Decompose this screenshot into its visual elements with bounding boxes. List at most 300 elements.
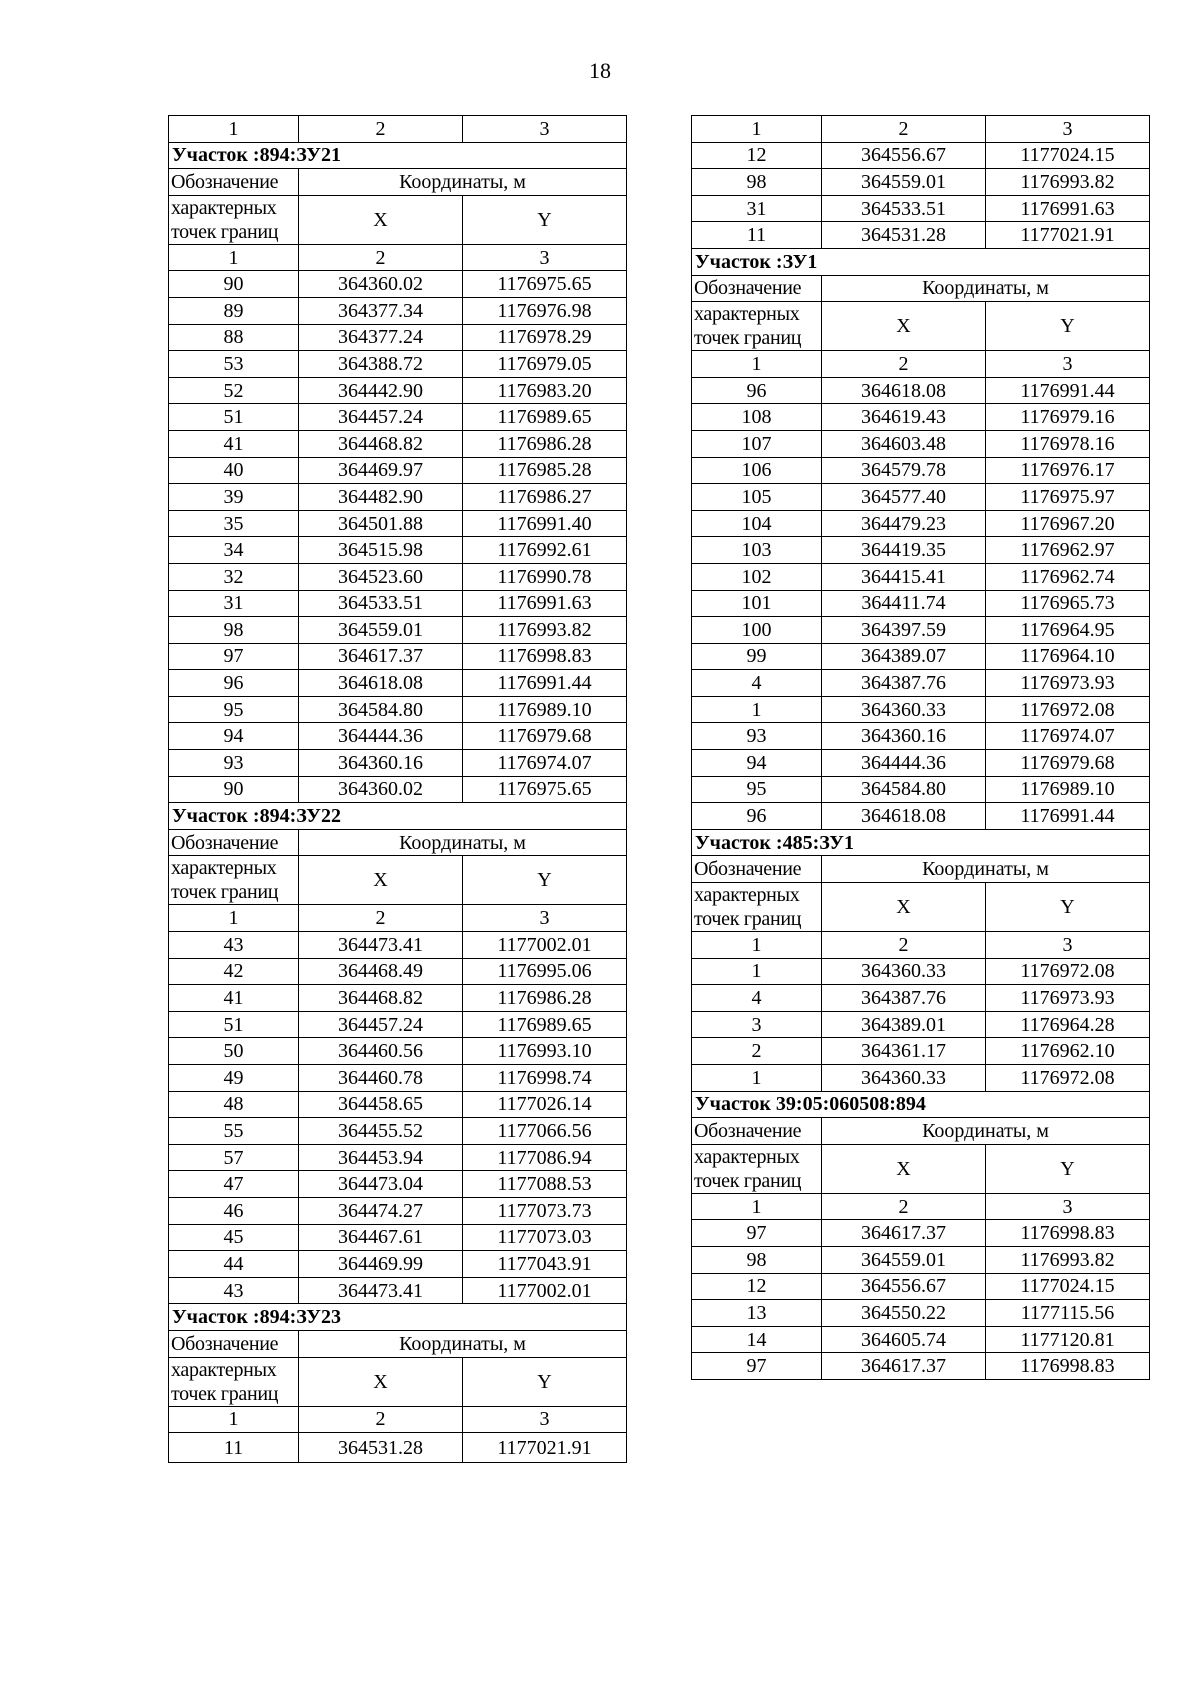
- column-number: 3: [986, 1193, 1150, 1220]
- table-row: [692, 643, 1150, 670]
- y-coordinate: 1176979.68: [986, 750, 1150, 777]
- point-number: 41: [169, 430, 299, 457]
- table-row: [169, 510, 627, 537]
- column-number: 2: [299, 116, 463, 143]
- point-number: 51: [169, 404, 299, 431]
- y-coordinate: 1176962.97: [986, 537, 1150, 564]
- y-coordinate: 1176976.17: [986, 457, 1150, 484]
- x-coordinate: 364455.52: [299, 1118, 463, 1145]
- section-title-row: [169, 803, 627, 830]
- table-row: [169, 1144, 627, 1171]
- table-row: [169, 1011, 627, 1038]
- x-coordinate: 364419.35: [822, 537, 986, 564]
- x-coordinate: 364618.08: [299, 670, 463, 697]
- y-coordinate: 1176989.10: [986, 776, 1150, 803]
- x-coordinate: 364584.80: [299, 696, 463, 723]
- column-number: 3: [986, 932, 1150, 959]
- y-coordinate: 1176991.63: [986, 195, 1150, 222]
- x-coordinate: 364467.61: [299, 1224, 463, 1251]
- y-coordinate: 1177066.56: [463, 1118, 627, 1145]
- x-coordinate: 364577.40: [822, 484, 986, 511]
- y-coordinate: 1176991.44: [986, 377, 1150, 404]
- point-label-line-3: точек границ: [694, 908, 802, 931]
- point-label-cell: [169, 856, 299, 905]
- point-number: 96: [692, 377, 822, 404]
- point-number: 49: [169, 1065, 299, 1092]
- column-number: 2: [299, 1406, 463, 1433]
- table-row: [169, 932, 627, 959]
- y-coordinate: 1176975.65: [463, 271, 627, 298]
- table-row: [692, 670, 1150, 697]
- x-coordinate: 364397.59: [822, 617, 986, 644]
- x-coordinate: 364387.76: [822, 670, 986, 697]
- table-row: [692, 537, 1150, 564]
- y-coordinate: 1176989.65: [463, 1011, 627, 1038]
- point-number: 98: [169, 617, 299, 644]
- table-row: [692, 723, 1150, 750]
- column-number: 1: [692, 116, 822, 143]
- table-row: [169, 484, 627, 511]
- point-label-cell: [692, 883, 822, 932]
- table-row: [169, 297, 627, 324]
- table-row: [169, 563, 627, 590]
- y-coordinate: 1176991.40: [463, 510, 627, 537]
- table-row: [692, 169, 1150, 196]
- table-row: [169, 1197, 627, 1224]
- x-coordinate: 364605.74: [822, 1326, 986, 1353]
- x-coordinate: 364523.60: [299, 563, 463, 590]
- point-label-line-1: Обозначение: [692, 856, 822, 883]
- section-title: Участок :ЗУ1: [692, 248, 1150, 275]
- point-label-cell: [692, 1144, 822, 1193]
- column-number: 3: [463, 244, 627, 271]
- y-coordinate: 1176964.95: [986, 617, 1150, 644]
- point-number: 12: [692, 1273, 822, 1300]
- y-coordinate: 1176976.98: [463, 297, 627, 324]
- point-number: 1: [692, 1065, 822, 1092]
- column-label-row: [169, 169, 627, 196]
- point-number: 96: [692, 803, 822, 830]
- point-number: 97: [692, 1220, 822, 1247]
- point-label-line-1: Обозначение: [692, 275, 822, 302]
- y-coordinate: 1176964.10: [986, 643, 1150, 670]
- x-coordinate: 364533.51: [822, 195, 986, 222]
- x-coordinate: 364556.67: [822, 1273, 986, 1300]
- header-row: [169, 116, 627, 143]
- y-coordinate: 1176998.83: [986, 1353, 1150, 1380]
- y-coordinate: 1176993.10: [463, 1038, 627, 1065]
- y-coordinate: 1177021.91: [463, 1433, 627, 1463]
- x-coordinate: 364617.37: [822, 1353, 986, 1380]
- column-label-row: [692, 856, 1150, 883]
- subheader-row: [692, 351, 1150, 378]
- y-coordinate: 1176985.28: [463, 457, 627, 484]
- table-row: [692, 590, 1150, 617]
- table-row: [692, 696, 1150, 723]
- table-row: [692, 1038, 1150, 1065]
- y-coordinate: 1176979.68: [463, 723, 627, 750]
- coordinates-label: Координаты, м: [299, 829, 627, 856]
- y-coordinate: 1176991.44: [463, 670, 627, 697]
- x-coordinate: 364360.16: [299, 750, 463, 777]
- section-title-row: [692, 248, 1150, 275]
- table-row: [692, 510, 1150, 537]
- point-number: 93: [692, 723, 822, 750]
- y-label: Y: [463, 856, 627, 905]
- point-number: 14: [692, 1326, 822, 1353]
- x-coordinate: 364442.90: [299, 377, 463, 404]
- x-coordinate: 364387.76: [822, 985, 986, 1012]
- section-title: Участок :894:ЗУ21: [169, 142, 627, 169]
- x-label: X: [822, 883, 986, 932]
- table-row: [692, 377, 1150, 404]
- point-number: 95: [692, 776, 822, 803]
- table-row: [692, 1300, 1150, 1327]
- x-coordinate: 364479.23: [822, 510, 986, 537]
- x-coordinate: 364460.78: [299, 1065, 463, 1092]
- x-coordinate: 364617.37: [299, 643, 463, 670]
- point-number: 89: [169, 297, 299, 324]
- x-coordinate: 364457.24: [299, 404, 463, 431]
- y-coordinate: 1177088.53: [463, 1171, 627, 1198]
- x-coordinate: 364533.51: [299, 590, 463, 617]
- point-number: 31: [169, 590, 299, 617]
- y-coordinate: 1177024.15: [986, 1273, 1150, 1300]
- column-label-row: [169, 829, 627, 856]
- point-number: 95: [169, 696, 299, 723]
- table-row: [692, 1011, 1150, 1038]
- table-row: [692, 1246, 1150, 1273]
- y-coordinate: 1176972.08: [986, 1065, 1150, 1092]
- x-label: X: [822, 1144, 986, 1193]
- y-label: Y: [463, 195, 627, 244]
- point-number: 4: [692, 670, 822, 697]
- point-number: 32: [169, 563, 299, 590]
- y-coordinate: 1177002.01: [463, 932, 627, 959]
- x-coordinate: 364360.33: [822, 696, 986, 723]
- table-row: [169, 1433, 627, 1463]
- point-label-line-3: точек границ: [694, 1169, 802, 1192]
- point-label-line-3: точек границ: [171, 220, 279, 243]
- table-row: [169, 985, 627, 1012]
- point-label-line-2: характерных: [694, 884, 800, 907]
- table-row: [169, 1038, 627, 1065]
- point-label-line-2: характерных: [171, 196, 277, 219]
- point-number: 46: [169, 1197, 299, 1224]
- point-number: 55: [169, 1118, 299, 1145]
- x-coordinate: 364458.65: [299, 1091, 463, 1118]
- coordinates-label: Координаты, м: [822, 856, 1150, 883]
- point-number: 93: [169, 750, 299, 777]
- table-row: [169, 324, 627, 351]
- table-row: [692, 1220, 1150, 1247]
- table-row: [692, 750, 1150, 777]
- table-row: [169, 1091, 627, 1118]
- point-number: 45: [169, 1224, 299, 1251]
- table-row: [692, 776, 1150, 803]
- point-label-line-3: точек границ: [694, 327, 802, 350]
- x-coordinate: 364584.80: [822, 776, 986, 803]
- column-number: 1: [169, 244, 299, 271]
- y-coordinate: 1177073.03: [463, 1224, 627, 1251]
- x-coordinate: 364377.34: [299, 297, 463, 324]
- subheader-row: [169, 244, 627, 271]
- column-number: 2: [822, 351, 986, 378]
- x-coordinate: 364559.01: [299, 617, 463, 644]
- left-coordinates-table: [168, 115, 627, 1463]
- x-coordinate: 364618.08: [822, 803, 986, 830]
- x-coordinate: 364360.33: [822, 958, 986, 985]
- x-coordinate: 364460.56: [299, 1038, 463, 1065]
- column-number: 2: [822, 116, 986, 143]
- point-number: 50: [169, 1038, 299, 1065]
- table-row: [169, 351, 627, 378]
- table-row: [692, 803, 1150, 830]
- point-number: 34: [169, 537, 299, 564]
- point-number: 43: [169, 932, 299, 959]
- point-number: 57: [169, 1144, 299, 1171]
- point-number: 107: [692, 430, 822, 457]
- y-coordinate: 1176998.83: [986, 1220, 1150, 1247]
- header-row: [692, 116, 1150, 143]
- x-label: X: [299, 1357, 463, 1406]
- section-title: Участок 39:05:060508:894: [692, 1091, 1150, 1118]
- x-coordinate: 364453.94: [299, 1144, 463, 1171]
- y-coordinate: 1177043.91: [463, 1251, 627, 1278]
- point-number: 98: [692, 1246, 822, 1273]
- point-number: 52: [169, 377, 299, 404]
- y-coordinate: 1176986.28: [463, 430, 627, 457]
- table-row: [169, 1171, 627, 1198]
- point-number: 104: [692, 510, 822, 537]
- x-coordinate: 364360.33: [822, 1065, 986, 1092]
- point-label-line-2: характерных: [694, 1145, 800, 1168]
- table-row: [169, 377, 627, 404]
- x-coordinate: 364468.49: [299, 958, 463, 985]
- x-coordinate: 364468.82: [299, 430, 463, 457]
- y-coordinate: 1177024.15: [986, 142, 1150, 169]
- point-number: 11: [692, 222, 822, 249]
- x-coordinate: 364444.36: [822, 750, 986, 777]
- column-label-row: [692, 275, 1150, 302]
- x-coordinate: 364389.07: [822, 643, 986, 670]
- y-coordinate: 1177021.91: [986, 222, 1150, 249]
- table-row: [169, 590, 627, 617]
- x-coordinate: 364559.01: [822, 1246, 986, 1273]
- x-coordinate: 364473.41: [299, 1277, 463, 1304]
- column-number: 3: [463, 1406, 627, 1433]
- point-number: 51: [169, 1011, 299, 1038]
- y-coordinate: 1176979.16: [986, 404, 1150, 431]
- x-coordinate: 364469.97: [299, 457, 463, 484]
- y-coordinate: 1176989.65: [463, 404, 627, 431]
- section-title-row: [169, 142, 627, 169]
- point-number: 48: [169, 1091, 299, 1118]
- section-title: Участок :894:ЗУ23: [169, 1304, 627, 1331]
- y-coordinate: 1176998.74: [463, 1065, 627, 1092]
- x-coordinate: 364619.43: [822, 404, 986, 431]
- table-row: [169, 1224, 627, 1251]
- y-coordinate: 1176995.06: [463, 958, 627, 985]
- x-coordinate: 364388.72: [299, 351, 463, 378]
- coordinates-label: Координаты, м: [299, 1330, 627, 1357]
- y-coordinate: 1176993.82: [986, 1246, 1150, 1273]
- point-number: 39: [169, 484, 299, 511]
- y-coordinate: 1176991.44: [986, 803, 1150, 830]
- y-coordinate: 1177120.81: [986, 1326, 1150, 1353]
- table-row: [692, 617, 1150, 644]
- table-row: [169, 670, 627, 697]
- table-row: [169, 1118, 627, 1145]
- y-coordinate: 1176989.10: [463, 696, 627, 723]
- point-number: 100: [692, 617, 822, 644]
- column-number: 1: [692, 351, 822, 378]
- x-coordinate: 364556.67: [822, 142, 986, 169]
- x-coordinate: 364360.02: [299, 776, 463, 803]
- x-coordinate: 364469.99: [299, 1251, 463, 1278]
- x-coordinate: 364377.24: [299, 324, 463, 351]
- x-coordinate: 364531.28: [822, 222, 986, 249]
- y-coordinate: 1176965.73: [986, 590, 1150, 617]
- table-row: [692, 142, 1150, 169]
- y-coordinate: 1176964.28: [986, 1011, 1150, 1038]
- table-row: [169, 958, 627, 985]
- point-label-line-1: Обозначение: [169, 1330, 299, 1357]
- table-row: [169, 617, 627, 644]
- x-coordinate: 364444.36: [299, 723, 463, 750]
- x-coordinate: 364473.41: [299, 932, 463, 959]
- y-coordinate: 1177026.14: [463, 1091, 627, 1118]
- point-label-line-3: точек границ: [171, 1382, 279, 1405]
- point-number: 94: [692, 750, 822, 777]
- column-number: 1: [169, 905, 299, 932]
- y-label: Y: [986, 302, 1150, 351]
- table-row: [692, 1353, 1150, 1380]
- coordinates-label: Координаты, м: [822, 1118, 1150, 1145]
- section-title: Участок :485:ЗУ1: [692, 829, 1150, 856]
- section-title: Участок :894:ЗУ22: [169, 803, 627, 830]
- x-coordinate: 364501.88: [299, 510, 463, 537]
- column-label-row: [169, 1330, 627, 1357]
- y-coordinate: 1176972.08: [986, 696, 1150, 723]
- table-row: [169, 271, 627, 298]
- x-label: X: [299, 856, 463, 905]
- point-number: 90: [169, 271, 299, 298]
- table-row: [169, 1065, 627, 1092]
- x-coordinate: 364468.82: [299, 985, 463, 1012]
- y-coordinate: 1176972.08: [986, 958, 1150, 985]
- table-row: [169, 537, 627, 564]
- point-number: 53: [169, 351, 299, 378]
- y-coordinate: 1176973.93: [986, 985, 1150, 1012]
- point-label-line-2: характерных: [171, 1358, 277, 1381]
- point-label-line-3: точек границ: [171, 881, 279, 904]
- table-row: [169, 430, 627, 457]
- column-number: 2: [822, 932, 986, 959]
- point-number: 2: [692, 1038, 822, 1065]
- point-number: 42: [169, 958, 299, 985]
- column-number: 2: [299, 244, 463, 271]
- table-row: [169, 404, 627, 431]
- coordinates-label: Координаты, м: [822, 275, 1150, 302]
- y-coordinate: 1176975.65: [463, 776, 627, 803]
- y-coordinate: 1176967.20: [986, 510, 1150, 537]
- y-coordinate: 1177115.56: [986, 1300, 1150, 1327]
- table-row: [692, 195, 1150, 222]
- page-number: 18: [589, 58, 611, 83]
- table-row: [169, 1277, 627, 1304]
- column-number: 3: [986, 351, 1150, 378]
- y-coordinate: 1176991.63: [463, 590, 627, 617]
- table-row: [692, 958, 1150, 985]
- point-number: 99: [692, 643, 822, 670]
- y-coordinate: 1177002.01: [463, 1277, 627, 1304]
- y-coordinate: 1176974.07: [463, 750, 627, 777]
- point-number: 31: [692, 195, 822, 222]
- y-label: Y: [463, 1357, 627, 1406]
- table-row: [169, 723, 627, 750]
- point-number: 12: [692, 142, 822, 169]
- y-coordinate: 1176983.20: [463, 377, 627, 404]
- point-number: 102: [692, 563, 822, 590]
- y-label: Y: [986, 883, 1150, 932]
- x-coordinate: 364550.22: [822, 1300, 986, 1327]
- x-coordinate: 364618.08: [822, 377, 986, 404]
- y-coordinate: 1176992.61: [463, 537, 627, 564]
- x-coordinate: 364360.02: [299, 271, 463, 298]
- point-number: 101: [692, 590, 822, 617]
- y-coordinate: 1176974.07: [986, 723, 1150, 750]
- x-coordinate: 364473.04: [299, 1171, 463, 1198]
- table-row: [169, 776, 627, 803]
- point-number: 4: [692, 985, 822, 1012]
- x-coordinate: 364415.41: [822, 563, 986, 590]
- table-row: [692, 563, 1150, 590]
- point-number: 97: [169, 643, 299, 670]
- y-coordinate: 1176962.10: [986, 1038, 1150, 1065]
- table-row: [692, 1065, 1150, 1092]
- column-number: 2: [822, 1193, 986, 1220]
- y-coordinate: 1176979.05: [463, 351, 627, 378]
- y-coordinate: 1176990.78: [463, 563, 627, 590]
- table-row: [169, 457, 627, 484]
- x-coordinate: 364559.01: [822, 169, 986, 196]
- table-row: [692, 1273, 1150, 1300]
- column-number: 1: [169, 116, 299, 143]
- table-row: [692, 1326, 1150, 1353]
- y-label: Y: [986, 1144, 1150, 1193]
- y-coordinate: 1177073.73: [463, 1197, 627, 1224]
- point-number: 90: [169, 776, 299, 803]
- point-number: 11: [169, 1433, 299, 1463]
- section-title-row: [169, 1304, 627, 1331]
- column-number: 3: [463, 116, 627, 143]
- x-coordinate: 364531.28: [299, 1433, 463, 1463]
- column-number: 1: [692, 932, 822, 959]
- point-number: 96: [169, 670, 299, 697]
- x-label: X: [299, 195, 463, 244]
- point-number: 108: [692, 404, 822, 431]
- y-coordinate: 1176962.74: [986, 563, 1150, 590]
- point-number: 98: [692, 169, 822, 196]
- point-number: 13: [692, 1300, 822, 1327]
- column-number: 2: [299, 905, 463, 932]
- point-number: 43: [169, 1277, 299, 1304]
- column-number: 1: [692, 1193, 822, 1220]
- section-title-row: [692, 1091, 1150, 1118]
- table-row: [169, 643, 627, 670]
- x-coordinate: 364457.24: [299, 1011, 463, 1038]
